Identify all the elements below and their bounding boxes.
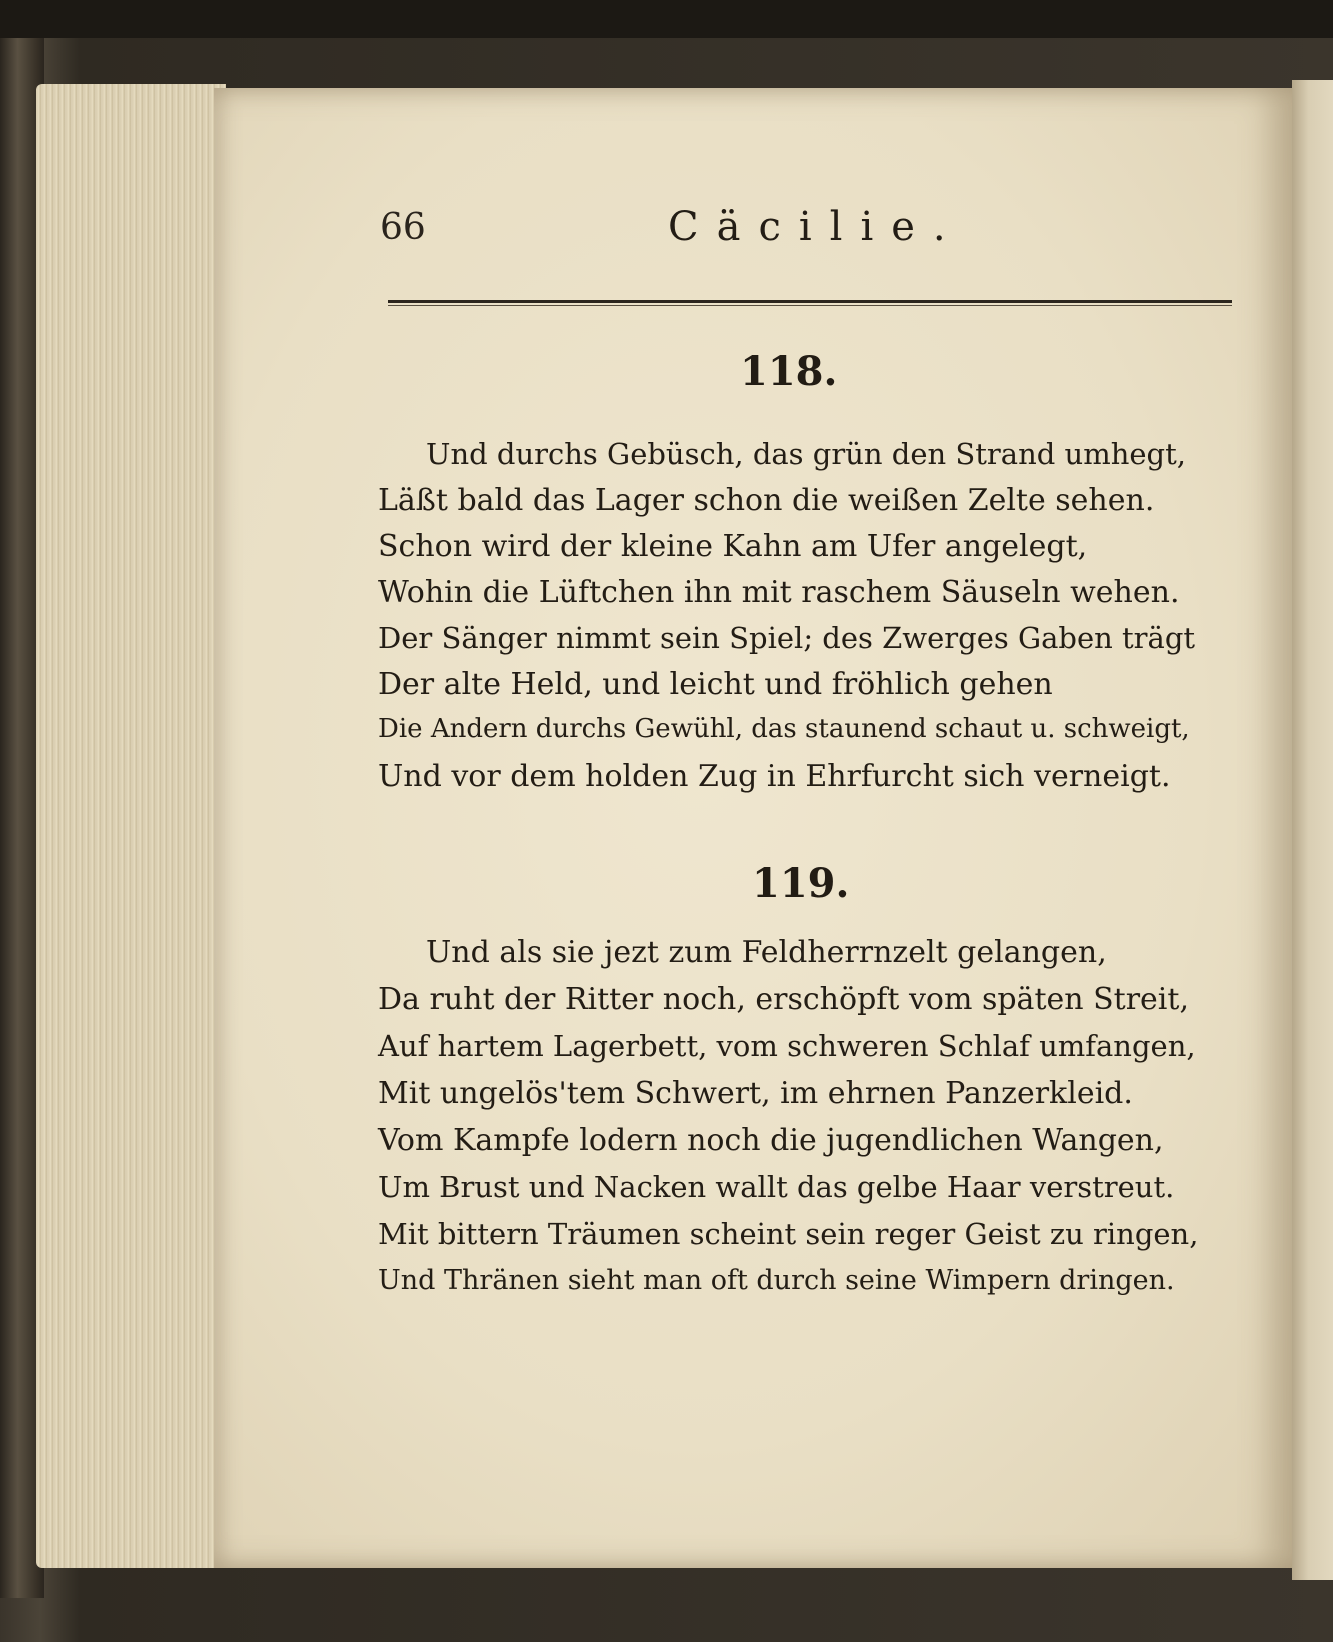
verse-line: Und Thränen sieht man oft durch seine Wimpern dringen.	[378, 1265, 1175, 1296]
verse-line: Um Brust und Nacken wallt das gelbe Haar verstreut.	[378, 1170, 1175, 1204]
verse-line: Auf hartem Lagerbett, vom schweren Schlaf umfangen,	[378, 1029, 1196, 1063]
facing-page-edge	[1292, 80, 1333, 1580]
header-rule	[388, 300, 1232, 303]
verse-line: Und vor dem holden Zug in Ehrfurcht sich verneigt.	[378, 759, 1171, 794]
verse-line: Mit bittern Träumen scheint sein reger Geist zu ringen,	[378, 1217, 1199, 1251]
header-rule-thin	[388, 305, 1232, 306]
verse-line: Mit ungelös'tem Schwert, im ehrnen Panzerkleid.	[378, 1076, 1133, 1111]
running-title: Cäcilie.	[668, 204, 964, 250]
verse-line: Und als sie jezt zum Feldherrnzelt gelangen,	[426, 935, 1107, 970]
verse-line: Der alte Held, und leicht und fröhlich gehen	[378, 667, 1053, 702]
verse-line: Da ruht der Ritter noch, erschöpft vom späten Streit,	[378, 982, 1189, 1017]
verse-line: Die Andern durchs Gewühl, das staunend schaut u. schweigt,	[378, 714, 1190, 744]
page-number: 66	[380, 207, 426, 248]
book-page	[214, 88, 1292, 1568]
verse-line: Wohin die Lüftchen ihn mit raschem Säuseln wehen.	[378, 575, 1180, 610]
stanza-number: 119.	[752, 860, 850, 907]
page-stack-edge	[36, 84, 226, 1568]
verse-line: Der Sänger nimmt sein Spiel; des Zwerges Gaben trägt	[378, 621, 1196, 655]
verse-line: Läßt bald das Lager schon die weißen Zelte sehen.	[378, 483, 1155, 518]
verse-line: Und durchs Gebüsch, das grün den Strand umhegt,	[426, 437, 1186, 471]
verse-line: Schon wird der kleine Kahn am Ufer angelegt,	[378, 529, 1088, 564]
verse-line: Vom Kampfe lodern noch die jugendlichen Wangen,	[378, 1123, 1164, 1158]
stanza-number: 118.	[740, 348, 838, 395]
